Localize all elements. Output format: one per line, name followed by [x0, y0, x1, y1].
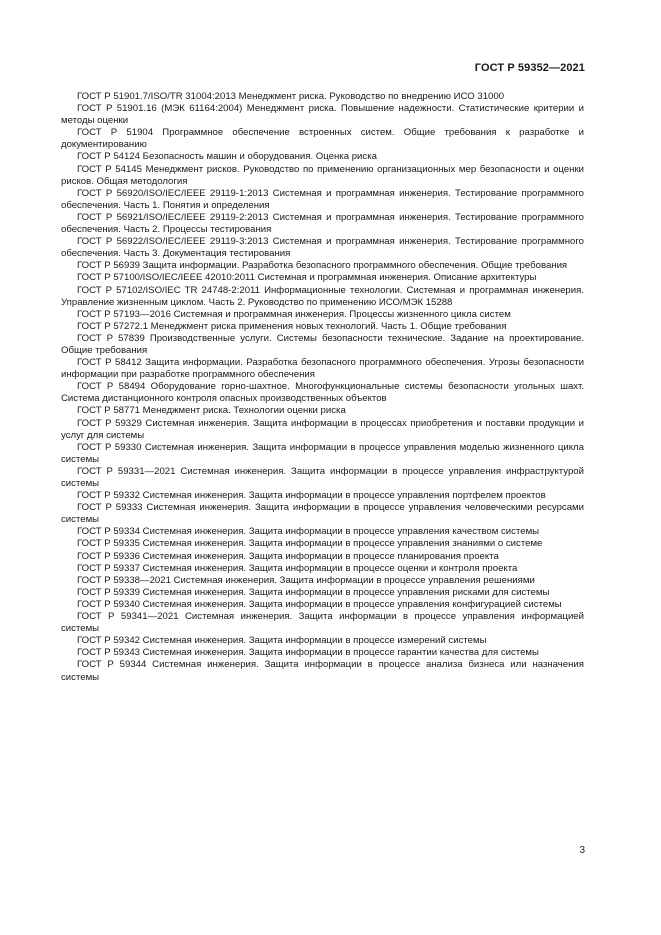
- reference-entry: ГОСТ Р 59341—2021 Системная инженерия. Защита информации в процессе управления информацией системы: [61, 611, 584, 635]
- reference-entry: ГОСТ Р 58494 Оборудование горно-шахтное. Многофункциональные системы безопасности угольных шахт. Система дистанционного контроля опасных производственных объектов: [61, 381, 584, 405]
- reference-entry: ГОСТ Р 59344 Системная инженерия. Защита информации в процессе анализа бизнеса или назначения системы: [61, 659, 584, 683]
- reference-entry: ГОСТ Р 59331—2021 Системная инженерия. Защита информации в процессе управления инфраструктурой системы: [61, 465, 584, 489]
- reference-entry: ГОСТ Р 56920/ISO/IEC/IEEE 29119-1:2013 Системная и программная инженерия. Тестирование программного обеспечения. Часть 1. Понятия и определения: [61, 187, 584, 211]
- reference-entry: ГОСТ Р 59329 Системная инженерия. Защита информации в процессах приобретения и поставки продукции и услуг для системы: [61, 417, 584, 441]
- reference-entry: ГОСТ Р 59334 Системная инженерия. Защита информации в процессе управления качеством системы: [77, 526, 540, 538]
- reference-entry: ГОСТ Р 59343 Системная инженерия. Защита информации в процессе гарантии качества для системы: [77, 647, 539, 659]
- page-number: 3: [579, 845, 585, 856]
- reference-entry: ГОСТ Р 58771 Менеджмент риска. Технологии оценки риска: [77, 405, 346, 417]
- reference-entry: ГОСТ Р 51901.7/ISO/TR 31004:2013 Менеджмент риска. Руководство по внедрению ИСО 31000: [77, 91, 505, 102]
- document-id-header: ГОСТ Р 59352—2021: [474, 62, 585, 74]
- reference-entry: ГОСТ Р 59333 Системная инженерия. Защита информации в процессе управления человеческими ресурсами системы: [61, 502, 584, 526]
- reference-entry: ГОСТ Р 57193—2016 Системная и программная инженерия. Процессы жизненного цикла систем: [77, 308, 511, 320]
- reference-entry: ГОСТ Р 59338—2021 Системная инженерия. Защита информации в процессе управления решениями: [77, 574, 535, 586]
- reference-entry: ГОСТ Р 51901.16 (МЭК 61164:2004) Менеджмент риска. Повышение надежности. Статистические критерии и методы оценки: [61, 103, 584, 127]
- reference-entry: ГОСТ Р 59332 Системная инженерия. Защита информации в процессе управления портфелем проектов: [77, 490, 546, 502]
- reference-entry: ГОСТ Р 59337 Системная инженерия. Защита информации в процессе оценки и контроля проекта: [77, 562, 518, 574]
- reference-entry: ГОСТ Р 56939 Защита информации. Разработка безопасного программного обеспечения. Общие требования: [77, 260, 568, 272]
- normative-references-list: [61, 91, 584, 684]
- reference-entry: ГОСТ Р 57839 Производственные услуги. Системы безопасности технические. Задание на проектирование. Общие требования: [61, 332, 584, 356]
- reference-entry: ГОСТ Р 59335 Системная инженерия. Защита информации в процессе управления знаниями о системе: [77, 538, 543, 550]
- reference-entry: ГОСТ Р 51904 Программное обеспечение встроенных систем. Общие требования к разработке и документированию: [61, 127, 584, 151]
- reference-entry: ГОСТ Р 59342 Системная инженерия. Защита информации в процессе измерений системы: [77, 635, 487, 647]
- reference-entry: ГОСТ Р 54124 Безопасность машин и оборудования. Оценка риска: [77, 151, 377, 163]
- reference-entry: ГОСТ Р 59330 Системная инженерия. Защита информации в процессе управления моделью жизненного цикла системы: [61, 441, 584, 465]
- reference-entry: ГОСТ Р 57102/ISO/IEC TR 24748-2:2011 Информационные технологии. Системная и программная инженерия. Управление жизненным циклом. Часть 2. Руководство по применению ИСО/МЭК 15288: [61, 284, 584, 308]
- reference-entry: ГОСТ Р 56921/ISO/IEC/IEEE 29119-2:2013 Системная и программная инженерия. Тестирование программного обеспечения. Часть 2. Процессы тестирования: [61, 211, 584, 236]
- reference-entry: ГОСТ Р 59339 Системная инженерия. Защита информации в процессе управления рисками для системы: [77, 586, 550, 598]
- reference-entry: ГОСТ Р 56922/ISO/IEC/IEEE 29119-3:2013 Системная и программная инженерия. Тестирование программного обеспечения. Часть 3. Документация тестирования: [61, 236, 584, 260]
- reference-entry: ГОСТ Р 59340 Системная инженерия. Защита информации в процессе управления конфигурацией системы: [77, 598, 562, 610]
- reference-entry: ГОСТ Р 57272.1 Менеджмент риска применения новых технологий. Часть 1. Общие требования: [77, 320, 507, 332]
- reference-entry: ГОСТ Р 58412 Защита информации. Разработка безопасного программного обеспечения. Угрозы безопасности информации при разработке программного обеспечения: [61, 357, 584, 381]
- reference-entry: ГОСТ Р 54145 Менеджмент рисков. Руководство по применению организационных мер безопасности и оценки рисков. Общая методология: [61, 163, 584, 187]
- reference-entry: ГОСТ Р 59336 Системная инженерия. Защита информации в процессе планирования проекта: [77, 550, 499, 562]
- reference-entry: ГОСТ Р 57100/ISO/IEC/IEEE 42010:2011 Системная и программная инженерия. Описание архитектуры: [77, 272, 537, 284]
